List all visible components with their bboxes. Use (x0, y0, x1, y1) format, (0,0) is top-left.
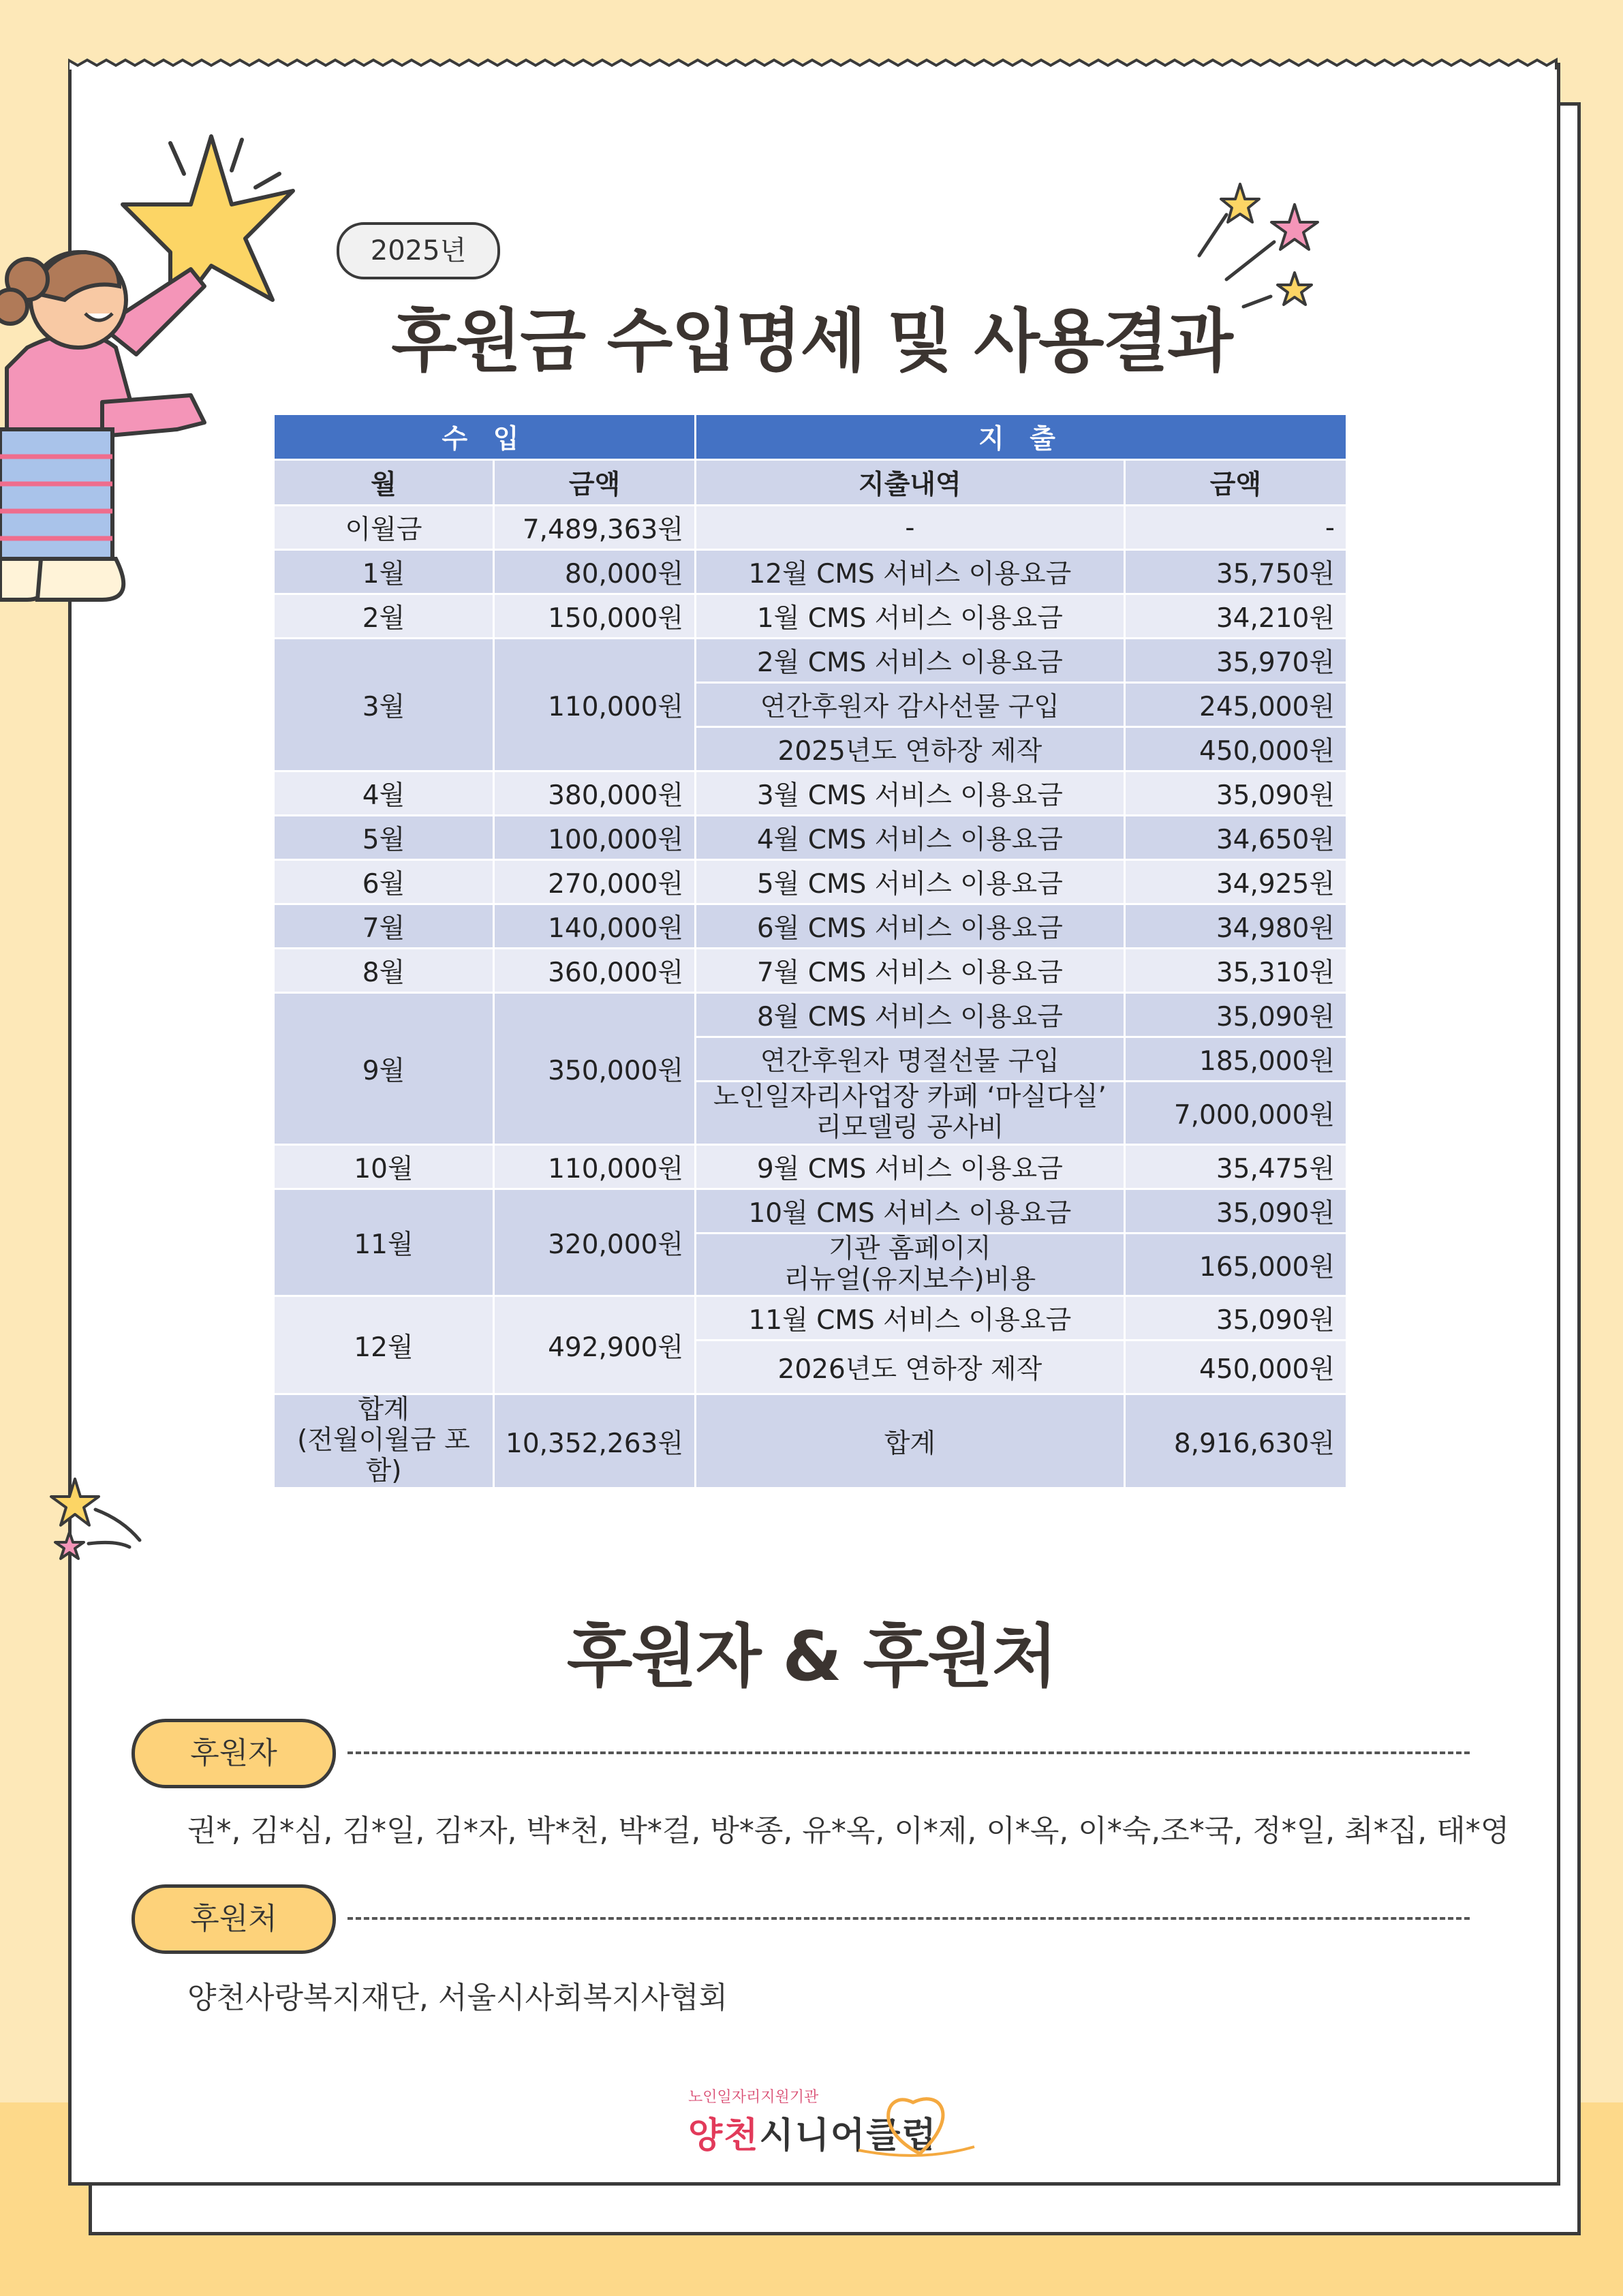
shooting-star-icon (41, 1472, 150, 1574)
month-cell: 6월 (274, 860, 494, 904)
detail-line: 리뉴얼(유지보수)비용 (784, 1264, 1036, 1295)
table-row (274, 1144, 1347, 1189)
heart-icon (845, 2082, 981, 2164)
income-cell: 270,000원 (494, 860, 696, 904)
month-cell: 9월 (274, 993, 494, 1145)
divider (347, 1917, 1470, 1920)
table-row (274, 993, 1347, 1037)
year-badge: 2025년 (337, 222, 500, 279)
expense-amount-cell: 185,000원 (1124, 1037, 1346, 1082)
income-cell: 100,000원 (494, 816, 696, 860)
logo-accent: 양천 (688, 2115, 760, 2156)
expense-total-cell: 8,916,630원 (1124, 1394, 1346, 1488)
expense-detail-cell: 연간후원자 명절선물 구입 (696, 1037, 1125, 1082)
income-cell: 492,900원 (494, 1296, 696, 1394)
expense-amount-cell: 35,310원 (1124, 949, 1346, 993)
logo-rest: 시니어클럽 (759, 2115, 938, 2156)
sponsors-label-pill: 후원처 (132, 1884, 336, 1954)
page-title: 후원금 수입명세 및 사용결과 (391, 301, 1232, 381)
expense-detail-cell: 1월 CMS 서비스 이용요금 (696, 594, 1125, 639)
expense-detail-cell: 8월 CMS 서비스 이용요금 (696, 993, 1125, 1037)
expense-detail-cell: 12월 CMS 서비스 이용요금 (696, 550, 1125, 594)
income-cell: 320,000원 (494, 1189, 696, 1296)
table-row (274, 860, 1347, 904)
month-cell: 1월 (274, 550, 494, 594)
total-label-cell (274, 1394, 494, 1488)
month-cell: 4월 (274, 771, 494, 816)
expense-amount-cell: 34,980원 (1124, 904, 1346, 949)
month-cell: 8월 (274, 949, 494, 993)
expense-detail-cell: 2025년도 연하장 제작 (696, 727, 1125, 771)
income-cell: 140,000원 (494, 904, 696, 949)
month-cell: 2월 (274, 594, 494, 639)
expense-amount-cell: 35,475원 (1124, 1144, 1346, 1189)
expense-amount-cell: 450,000원 (1124, 727, 1346, 771)
detail-line: 기관 홈페이지 (829, 1233, 991, 1264)
expense-amount-cell: 245,000원 (1124, 683, 1346, 727)
expense-amount-cell: 34,650원 (1124, 816, 1346, 860)
expense-amount-cell: 35,090원 (1124, 1189, 1346, 1233)
income-cell: 110,000원 (494, 1144, 696, 1189)
table-row (274, 639, 1347, 683)
expense-amount-cell: 165,000원 (1124, 1233, 1346, 1296)
expense-header: 지 출 (696, 414, 1347, 460)
expense-amount-cell: 35,090원 (1124, 1296, 1346, 1341)
expense-detail-cell: 5월 CMS 서비스 이용요금 (696, 860, 1125, 904)
table-row (274, 771, 1347, 816)
expense-amount-cell: 35,090원 (1124, 993, 1346, 1037)
donors-label-pill: 후원자 (132, 1719, 336, 1788)
expense-detail-cell: 3월 CMS 서비스 이용요금 (696, 771, 1125, 816)
table-row (274, 550, 1347, 594)
income-cell: 150,000원 (494, 594, 696, 639)
expense-detail-cell: 연간후원자 감사선물 구입 (696, 683, 1125, 727)
expense-detail-cell: 6월 CMS 서비스 이용요금 (696, 904, 1125, 949)
month-cell: 11월 (274, 1189, 494, 1296)
col-month: 월 (274, 460, 494, 506)
income-cell: 360,000원 (494, 949, 696, 993)
expense-detail-cell: 9월 CMS 서비스 이용요금 (696, 1144, 1125, 1189)
expense-detail-cell (696, 1233, 1125, 1296)
income-cell: 110,000원 (494, 639, 696, 771)
table-row (274, 1296, 1347, 1341)
expense-amount-cell: 450,000원 (1124, 1341, 1346, 1394)
expense-amount-cell: 35,090원 (1124, 771, 1346, 816)
divider (347, 1751, 1470, 1754)
detail-line: 노인일자리사업장 카페 ‘마실다실’ (713, 1082, 1107, 1112)
month-cell: 5월 (274, 816, 494, 860)
income-cell: 7,489,363원 (494, 506, 696, 550)
table-row (274, 949, 1347, 993)
expense-detail-cell: - (696, 506, 1125, 550)
expense-detail-cell: 2월 CMS 서비스 이용요금 (696, 639, 1125, 683)
logo-subtitle: 노인일자리지원기관 (688, 2089, 819, 2106)
total-note: (전월이월금 포함) (297, 1425, 470, 1487)
income-cell: 380,000원 (494, 771, 696, 816)
month-cell: 3월 (274, 639, 494, 771)
table-row (274, 506, 1347, 550)
month-cell: 10월 (274, 1144, 494, 1189)
month-cell: 이월금 (274, 506, 494, 550)
expense-amount-cell: 34,210원 (1124, 594, 1346, 639)
finance-table (273, 413, 1348, 1489)
month-cell: 12월 (274, 1296, 494, 1394)
col-income-amount: 금액 (494, 460, 696, 506)
col-expense-amount: 금액 (1124, 460, 1346, 506)
detail-line: 리모델링 공사비 (816, 1112, 1004, 1143)
income-header: 수 입 (274, 414, 696, 460)
expense-detail-cell (696, 1082, 1125, 1145)
sponsors-list: 양천사랑복지재단, 서울시사회복지사협회 (187, 1980, 728, 2015)
income-cell: 80,000원 (494, 550, 696, 594)
expense-amount-cell: - (1124, 506, 1346, 550)
expense-amount-cell: 7,000,000원 (1124, 1082, 1346, 1145)
table-row-total (274, 1394, 1347, 1488)
expense-amount-cell: 35,750원 (1124, 550, 1346, 594)
income-cell: 350,000원 (494, 993, 696, 1145)
expense-amount-cell: 34,925원 (1124, 860, 1346, 904)
col-expense-detail: 지출내역 (696, 460, 1125, 506)
zigzag-edge (68, 55, 1560, 71)
table-row (274, 1189, 1347, 1233)
month-cell: 7월 (274, 904, 494, 949)
expense-detail-cell: 4월 CMS 서비스 이용요금 (696, 816, 1125, 860)
donors-list: 권*, 김*심, 김*일, 김*자, 박*천, 박*걸, 방*종, 유*옥, 이*제, 이*옥, 이*숙,조*국, 정*일, 최*집, 태*영 (187, 1813, 1510, 1848)
expense-detail-cell: 11월 CMS 서비스 이용요금 (696, 1296, 1125, 1341)
org-logo (688, 2085, 938, 2158)
expense-total-label-cell: 합계 (696, 1394, 1125, 1488)
expense-detail-cell: 2026년도 연하장 제작 (696, 1341, 1125, 1394)
donors-title: 후원자 & 후원처 (566, 1617, 1057, 1696)
expense-amount-cell: 35,970원 (1124, 639, 1346, 683)
table-row (274, 816, 1347, 860)
expense-detail-cell: 10월 CMS 서비스 이용요금 (696, 1189, 1125, 1233)
expense-detail-cell: 7월 CMS 서비스 이용요금 (696, 949, 1125, 993)
total-label: 합계 (358, 1394, 409, 1426)
income-total-cell: 10,352,263원 (494, 1394, 696, 1488)
table-row (274, 904, 1347, 949)
table-row (274, 594, 1347, 639)
